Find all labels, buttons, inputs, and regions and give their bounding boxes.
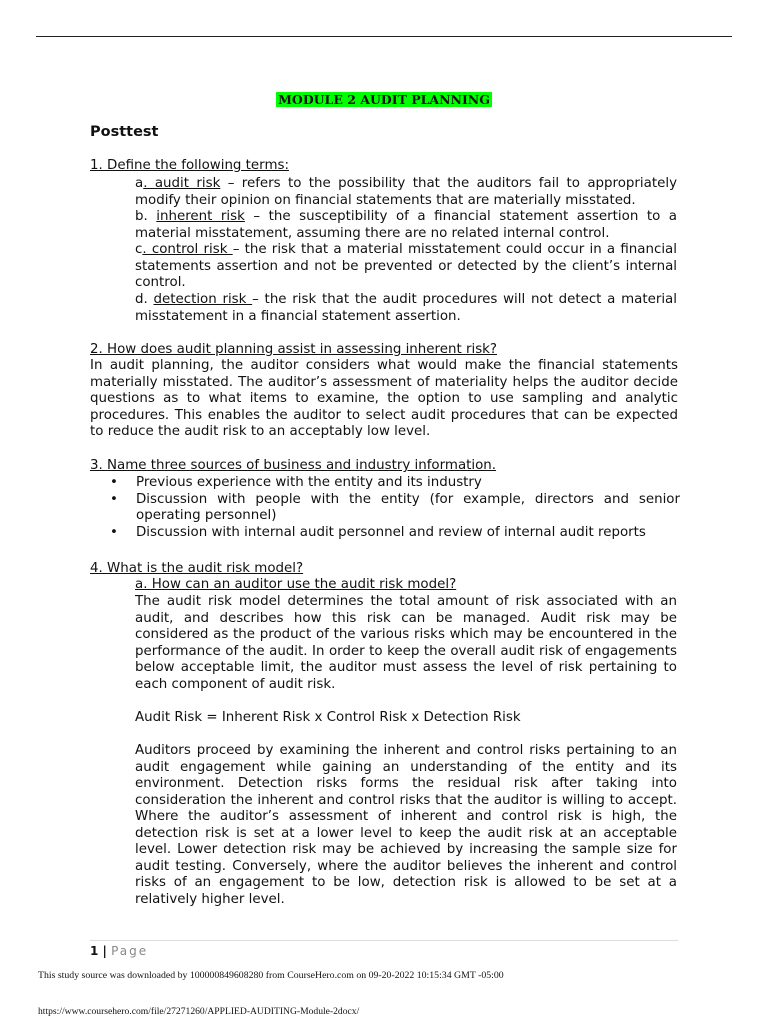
- page-word: Page: [111, 944, 149, 958]
- question-4-paragraph-1: The audit risk model determines the total amount of risk associated with an audit, and describes how this risk can be managed. Audit risk may be considered as the product of the various risks which may be encountered in the performance of the audit. In order to keep the overall audit risk of engagements below acceptable limit, the auditor must assess the level of risk pertaining to each component of audit risk.: [135, 594, 677, 692]
- term-a-definition: – refers to the possibility that the auditors fail to appropriately modify their opinion on financial statements that are materially misstated.: [135, 176, 677, 208]
- term-c: [135, 242, 677, 292]
- question-2-answer: In audit planning, the auditor considers what would make the financial statements materially misstated. The auditor’s assessment of materiality helps the auditor decide questions as to what items to examine, the option to use sampling and analytic procedures. This enables the auditor to select audit procedures that can be expected to reduce the audit risk to an acceptably low level.: [90, 358, 678, 439]
- question-4a-heading: a. How can an auditor use the audit risk model?: [135, 577, 457, 592]
- question-4-paragraph-2: Auditors proceed by examining the inherent and control risks pertaining to an audit engagement while gaining an understanding of the entity and its environment. Detection risks forms the residual risk after taking into consideration the inherent and control risks that the auditor is willing to accept. Where the auditor’s assessment of inherent and control risk is high, the detection risk is set at a lower level to keep the audit risk at an acceptable level. Lower detection risk may be achieved by increasing the sample size for audit testing. Conversely, where the auditor believes the inherent and control risks of an engagement to be low, detection risk is allowed to be set at a relatively higher level.: [135, 743, 677, 907]
- term-a: [135, 176, 677, 209]
- page-number: [90, 944, 148, 958]
- term-d-name: detection risk: [153, 292, 253, 307]
- download-source-note: This study source was downloaded by 100000849608280 from CourseHero.com on 09-20-2022 10:15:34 GMT -05:00: [38, 970, 504, 981]
- term-b-definition: – the susceptibility of a financial statement assertion to a material misstatement, assuming there are no related internal control.: [135, 209, 677, 241]
- term-d-definition: – the risk that the audit procedures will not detect a material misstatement in a financial statement assertion.: [135, 292, 677, 324]
- header-rule: [36, 36, 732, 37]
- footer-rule: [90, 940, 678, 941]
- term-c-definition: – the risk that a material misstatement could occur in a financial statements assertion and not be prevented or detected by the client’s internal control.: [135, 242, 677, 290]
- question-1-heading: 1. Define the following terms:: [90, 158, 289, 173]
- question-4-heading: 4. What is the audit risk model?: [90, 561, 304, 576]
- term-b: [135, 209, 677, 242]
- highlighted-title: MODULE 2 AUDIT PLANNING: [278, 92, 490, 107]
- question-3-heading: 3. Name three sources of business and industry information.: [90, 458, 497, 473]
- term-c-prefix: c: [135, 242, 143, 257]
- source-url[interactable]: https://www.coursehero.com/file/27271260/APPLIED-AUDITING-Module-2docx/: [38, 1006, 360, 1017]
- list-item: • Discussion with people with the entity (for example, directors and senior operating personnel): [90, 492, 680, 525]
- list-item: • Previous experience with the entity and its industry: [90, 475, 680, 492]
- page-number-value: 1: [90, 944, 99, 958]
- term-d-prefix: d.: [135, 292, 154, 307]
- question-2-heading: 2. How does audit planning assist in assessing inherent risk?: [90, 342, 498, 357]
- term-a-prefix: a: [135, 176, 144, 191]
- posttest-heading: Posttest: [90, 124, 159, 140]
- term-b-name: inherent risk: [156, 209, 245, 224]
- page-title: [0, 92, 768, 107]
- list-item: • Discussion with internal audit personnel and review of internal audit reports: [90, 525, 680, 542]
- term-d: [135, 292, 677, 325]
- audit-risk-formula: Audit Risk = Inherent Risk x Control Risk x Detection Risk: [135, 710, 521, 725]
- term-c-name: . control risk: [142, 242, 233, 257]
- term-b-prefix: b.: [135, 209, 157, 224]
- term-a-name: . audit risk: [143, 176, 221, 191]
- sources-list: [90, 475, 680, 541]
- page-separator: |: [98, 944, 112, 958]
